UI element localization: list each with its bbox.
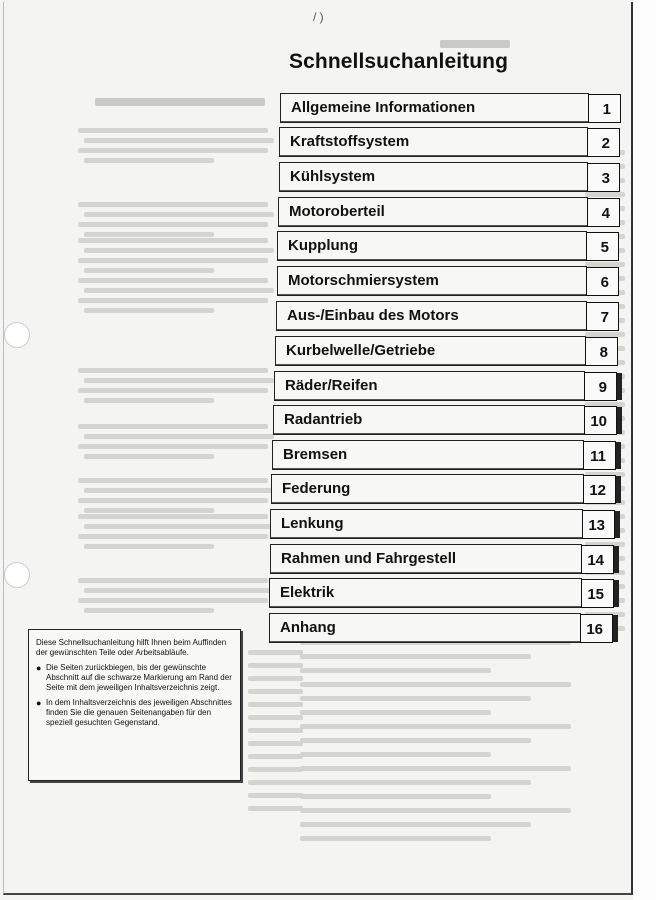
toc-entry-number-box xyxy=(581,579,614,608)
toc-entry-box xyxy=(275,336,586,366)
show-through-line xyxy=(440,40,510,48)
show-through-line xyxy=(84,434,274,439)
toc-entry[interactable] xyxy=(280,93,621,125)
toc-entry-label: Elektrik xyxy=(280,584,335,601)
toc-entry-number-box xyxy=(584,406,617,435)
show-through-line xyxy=(300,794,491,799)
show-through-line xyxy=(95,98,265,106)
toc-entry[interactable] xyxy=(275,336,618,368)
show-through-line xyxy=(248,663,303,668)
page-title: Schnellsuchanleitung xyxy=(289,50,509,73)
show-through-line xyxy=(300,654,531,659)
show-through-line xyxy=(300,836,491,841)
show-through-line xyxy=(78,598,268,603)
show-through-line xyxy=(84,232,214,237)
toc-entry-label: Bremsen xyxy=(283,446,348,463)
toc-entry-number: 6 xyxy=(600,274,609,291)
show-through-line xyxy=(84,524,274,529)
pen-mark: / ) xyxy=(313,10,324,24)
toc-entry-label: Anhang xyxy=(280,619,336,636)
show-through-line xyxy=(84,508,214,513)
show-through-line xyxy=(84,488,274,493)
toc-entry-label: Rahmen und Fahrgestell xyxy=(281,550,457,567)
toc-entry[interactable] xyxy=(277,231,619,263)
toc-entry-number-box xyxy=(588,94,621,123)
show-through-line xyxy=(84,248,274,253)
show-through-line xyxy=(248,702,303,707)
toc-entry-number: 15 xyxy=(587,586,604,603)
show-through-line xyxy=(248,793,303,798)
toc-entry-box xyxy=(278,197,588,227)
section-tab-marker xyxy=(617,373,622,400)
toc-entry[interactable] xyxy=(272,440,616,472)
toc-entry-label: Motoroberteil xyxy=(289,203,385,220)
toc-entry[interactable] xyxy=(276,301,619,333)
note-intro: Diese Schnellsuchanleitung hilft Ihnen beim Auffinden der gewünschten Teile oder Arbeitsabläufe. xyxy=(36,638,227,657)
show-through-line xyxy=(78,478,268,483)
show-through-line xyxy=(300,738,531,743)
show-through-line xyxy=(300,724,571,729)
toc-entry[interactable] xyxy=(274,371,617,403)
toc-entry[interactable] xyxy=(277,266,619,298)
toc-entry-box xyxy=(270,509,583,539)
toc-entry-box xyxy=(277,231,587,261)
toc-entry-number: 11 xyxy=(590,448,606,465)
section-tab-marker xyxy=(614,546,619,573)
show-through-line xyxy=(78,222,268,227)
toc-entry-label: Kühlsystem xyxy=(290,168,376,185)
show-through-line xyxy=(248,741,303,746)
show-through-line xyxy=(78,278,268,283)
toc-entry-number: 1 xyxy=(602,101,611,118)
toc-entry-box xyxy=(274,371,585,401)
show-through-line xyxy=(78,298,268,303)
show-through-line xyxy=(300,682,571,687)
show-through-line xyxy=(84,608,214,613)
toc-entry-number: 7 xyxy=(600,309,609,326)
show-through-line xyxy=(84,268,214,273)
toc-entry-label: Federung xyxy=(282,480,351,497)
toc-entry-box xyxy=(273,405,585,435)
toc-entry-number: 10 xyxy=(590,413,607,430)
toc-entry-number: 13 xyxy=(588,517,605,534)
toc-entry-number-box xyxy=(584,372,617,401)
show-through-line xyxy=(300,766,571,771)
show-through-line xyxy=(84,588,274,593)
show-through-line xyxy=(78,534,268,539)
show-through-line xyxy=(78,368,268,373)
show-through-line xyxy=(78,148,268,153)
toc-entry-number: 2 xyxy=(601,135,610,152)
show-through-line xyxy=(78,514,268,519)
show-through-line xyxy=(300,668,491,673)
usage-note xyxy=(28,629,241,781)
toc-entry[interactable] xyxy=(278,197,620,229)
show-through-line xyxy=(300,752,491,757)
section-tab-marker xyxy=(615,511,620,538)
note-item-text: In dem Inhaltsverzeichnis des jeweiligen Abschnittes finden Sie die genauen Seitenangaben für den speziell gesuchten Gegenstand. xyxy=(46,698,232,727)
toc-entry-box xyxy=(279,127,588,157)
toc-entry[interactable] xyxy=(273,405,617,437)
show-through-line xyxy=(84,308,214,313)
toc-entry-number-box xyxy=(583,475,616,504)
page-edge xyxy=(633,0,656,900)
show-through-line xyxy=(300,808,571,813)
toc-entry-number-box xyxy=(580,614,613,643)
show-through-line xyxy=(84,378,274,383)
toc-entry-box xyxy=(269,578,582,608)
show-through-line xyxy=(84,212,274,217)
show-through-line xyxy=(248,728,303,733)
toc-entry-number: 8 xyxy=(599,344,608,361)
punch-hole xyxy=(4,562,30,588)
show-through-line xyxy=(78,424,268,429)
toc-entry-number-box xyxy=(586,302,619,331)
toc-entry[interactable] xyxy=(269,613,613,645)
toc-entry-number: 9 xyxy=(598,379,607,396)
show-through-line xyxy=(248,767,303,772)
note-item xyxy=(36,663,234,693)
toc-entry-box xyxy=(277,266,587,296)
note-item xyxy=(36,698,234,728)
toc-entry-label: Aus-/Einbau des Motors xyxy=(287,307,459,324)
show-through-line xyxy=(300,696,531,701)
toc-entry[interactable] xyxy=(269,578,614,610)
section-tab-marker xyxy=(613,615,618,642)
toc-entry-box xyxy=(269,613,581,643)
show-through-line xyxy=(78,388,268,393)
toc-entry-label: Kupplung xyxy=(288,237,358,254)
note-list xyxy=(36,663,234,728)
show-through-line xyxy=(300,780,531,785)
toc-entry-box xyxy=(270,544,582,574)
section-tab-marker xyxy=(617,407,622,434)
toc-entry[interactable] xyxy=(279,127,620,159)
toc-entry-box xyxy=(279,162,588,192)
show-through-line xyxy=(248,650,303,655)
show-through-line xyxy=(78,128,268,133)
toc-entry-box xyxy=(280,93,589,123)
toc-entry-label: Lenkung xyxy=(281,515,344,532)
toc-entry[interactable] xyxy=(271,474,616,506)
show-through-line xyxy=(78,444,268,449)
toc-entry-number: 3 xyxy=(601,170,610,187)
toc-entry-box xyxy=(271,474,584,504)
toc-entry-number: 12 xyxy=(589,482,606,499)
show-through-line xyxy=(84,544,214,549)
toc-entry-number: 4 xyxy=(601,205,610,222)
toc-entry[interactable] xyxy=(270,509,615,541)
toc-entry-label: Motorschmiersystem xyxy=(288,272,439,289)
note-item-text: Die Seiten zurückbiegen, bis der gewünschte Abschnitt auf die schwarze Markierung am Rand der Seite mit dem jeweiligen Inhaltsverzeichnis zeigt. xyxy=(46,663,232,692)
toc-entry-number-box xyxy=(585,337,618,366)
show-through-line xyxy=(248,715,303,720)
toc-entry-number-box xyxy=(587,128,620,157)
toc-entry-number-box xyxy=(582,510,615,539)
section-tab-marker xyxy=(614,580,619,607)
bullet-icon: ● xyxy=(36,698,42,708)
toc-entry[interactable] xyxy=(279,162,620,194)
toc-entry-label: Kraftstoffsystem xyxy=(290,133,410,150)
toc-entry-number: 14 xyxy=(587,552,604,569)
punch-hole xyxy=(4,322,30,348)
toc-entry-box xyxy=(276,301,587,331)
show-through-line xyxy=(78,498,268,503)
show-through-line xyxy=(78,578,268,583)
show-through-line xyxy=(78,258,268,263)
show-through-line xyxy=(84,288,274,293)
section-tab-marker xyxy=(616,442,621,469)
toc-entry-number-box xyxy=(587,163,620,192)
show-through-line xyxy=(248,676,303,681)
toc-entry-number-box xyxy=(587,198,620,227)
toc-entry-label: Kurbelwelle/Getriebe xyxy=(286,342,436,359)
show-through-line xyxy=(84,454,214,459)
toc-entry-label: Allgemeine Informationen xyxy=(291,99,476,116)
show-through-line xyxy=(300,822,531,827)
show-through-line xyxy=(84,158,214,163)
toc-entry-number-box xyxy=(586,267,619,296)
toc-entry-number: 5 xyxy=(600,239,609,256)
show-through-line xyxy=(248,754,303,759)
toc-entry-box xyxy=(272,440,584,470)
toc-entry-label: Räder/Reifen xyxy=(285,377,378,394)
show-through-line xyxy=(84,398,214,403)
section-tab-marker xyxy=(616,476,621,503)
show-through-line xyxy=(248,780,303,785)
show-through-line xyxy=(78,202,268,207)
show-through-line xyxy=(78,238,268,243)
toc-entry-number: 16 xyxy=(586,621,603,638)
toc-entry-label: Radantrieb xyxy=(284,411,363,428)
toc-entry[interactable] xyxy=(270,544,614,576)
show-through-line xyxy=(84,138,274,143)
toc-entry-number-box xyxy=(581,545,614,574)
toc-entry-number-box xyxy=(583,441,616,470)
show-through-line xyxy=(248,806,303,811)
bullet-icon: ● xyxy=(36,663,42,673)
toc-entry-number-box xyxy=(586,232,619,261)
show-through-line xyxy=(300,710,491,715)
show-through-line xyxy=(248,689,303,694)
